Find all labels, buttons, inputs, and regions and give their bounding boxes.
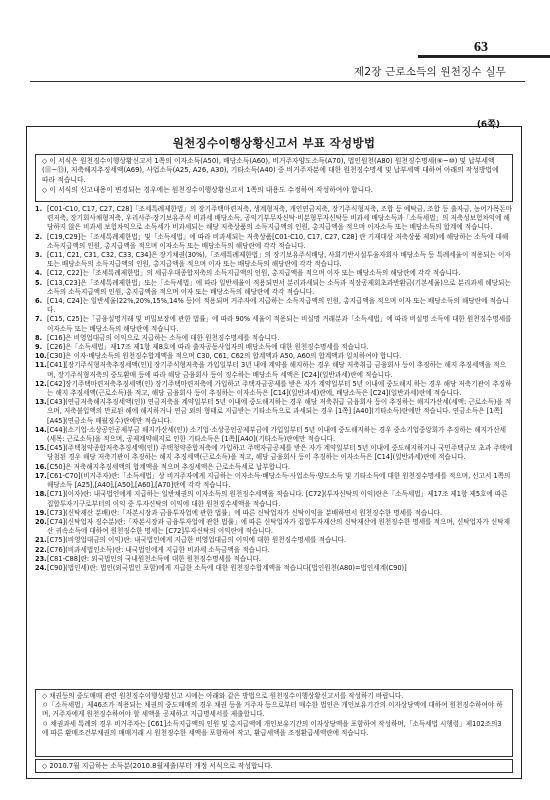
instruction-text: [C44](소기업·소상공인공제부금 해지가산세(인)) 소기업·소상공인공제부금에 가입일부터 5년 이내에 중도해지하는 경우 중소기업중앙회가 추징하는 해지가산세(세목: 근로소득)을 적으며, 공제계약해지로 인한 기타소득은 [1쪽][A40](기타소득)란에만 적습니다.: [47, 425, 507, 444]
instruction-item: [35, 269, 513, 278]
instruction-number: 24.: [35, 563, 47, 572]
instruction-number: 1.: [35, 205, 43, 213]
instruction-item: [35, 315, 513, 333]
instruction-number: 3.: [35, 251, 43, 260]
instruction-number: 4.: [35, 269, 43, 278]
instruction-number: 13.: [35, 398, 47, 407]
instruction-item: [35, 546, 513, 555]
instruction-text: [C12, C22]는「조세특례제한법」의 세금우대종합저축의 소득지급액의 인원, 총지급액을 적으며 이자 또는 배당소득의 해당란에 각각 적습니다.: [47, 269, 461, 278]
instruction-text: [C81-C88]란: 외국법인의 국내원천소득에 대한 원천징수명세를 적습니다.: [47, 554, 261, 563]
instruction-number: 8.: [35, 333, 43, 342]
instruction-item: [35, 398, 513, 426]
instruction-item: [35, 472, 513, 490]
instruction-text: [C76](비과세법인소득)란: 내국법인에게 지급한 비과세 소득금액을 적습니다.: [47, 545, 270, 554]
instruction-text: [C41][장기주식형저축추징세액(인)] 장기주식형저축을 가입일부터 3년 내에 계약을 해지하는 경우 해당 저축취급 금융회사 등이 추징하는 해지 추징세액을 적으며, 장기주식형저축의 중도환매 등에 따라 해당 금융회사 등이 징수하는 배당소득 세액은 [C24](일반과세)란에 적습니다.: [47, 361, 506, 379]
form-page-ref: (6쪽): [476, 120, 500, 130]
instruction-item: [35, 490, 513, 508]
instruction-number: 6.: [35, 297, 43, 306]
instruction-item: [35, 426, 513, 444]
instruction-text: [C50]은 저축해지추징세액의 합계액을 적으며 추징세액은 근로소득세로 납부합니다.: [47, 462, 291, 471]
instruction-item: [35, 536, 513, 545]
instruction-item: [35, 564, 513, 573]
instruction-text: [C43](연금저축해지추징세액(인)) 연금저축을 계약일부터 5년 이내에 중도해지하는 경우 해당 저축취급 금융회사 등이 추징하는 해지가산세(세액: 근로소득)을 적으며, 저축불입액의 만료된 해에 해지하거나 연금 외의 형태로 지급받는 기타소득으로 과세되는 경우 [1쪽] [A40](기타소득)란에만 적습니다. 연금소득은 [1쪽] [A45](연금소득 매월징수)란에만 적습니다.: [47, 398, 512, 425]
instruction-item: [35, 444, 513, 462]
instruction-text: [C90](법인세)란: 법인(외국법인 포함)에게 지급한 소득에 대한 원천징수합계액을 적습니다[법인원천(A80)=법인세계(C90)]: [47, 563, 407, 572]
chapter-title: 제2장 근로소득의 원천징수 실무: [354, 66, 506, 78]
bond-note-item: ㅇ 채권과세 특례의 경우 비거주자는 [C61]소득지급액의 인원 및 총지급액에 개인보유기간의 이자상당액을 포함하여 작성하며,「소득세법 시행령」제102조의3에 따른 환매조건부채권의 매매거래 시 원천징수한 세액을 포함하여 작고, 환급세액을 조정환급세액란에 적습니다.: [42, 719, 502, 737]
instruction-number: 14.: [35, 425, 47, 434]
document-title: 원천징수이행상황신고서 부표 작성방법: [172, 136, 376, 150]
instruction-number: 2.: [35, 232, 43, 241]
instruction-number: 10.: [35, 352, 47, 361]
instruction-item: [35, 509, 513, 518]
page-number: 63: [474, 40, 488, 55]
instruction-text: [C45](주택청약종합저축추징세액(인)) 주택청약종합저축에 가입하고 주택자금공제를 받은 자가 계약일부터 5년 이내에 중도해지하거나 국민주택규모 초과 주택에 당첨된 경우 해당 저축기관이 추징하는 해지 추징세액(근로소득)을 적고, 해당 금융회사 등이 추징하는 이자소득은 [C14](일반과세)란에 적습니다.: [47, 444, 513, 462]
instruction-item: [35, 233, 513, 251]
bond-note-heading: ◇ 채권등의 중도매매 관련 원천징수이행상황신고 시에는 아래와 같은 방법으로 원천징수이행상황신고서를 작성하기 바랍니다.: [42, 692, 404, 700]
instruction-text: [C26]은「소득세법」제17조 제1항 제8호에 따라 출자공동사업자의 배당소득에 대한 원천징수명세를 적습니다.: [47, 343, 369, 352]
revision-note: ◇ 2010.7월 지급하는 소득분(2010.8월제출)부터 개정 서식으로 작성합니다.: [42, 762, 273, 770]
instruction-text: [C30]은 이자·배당소득의 원천징수합계액을 적으며 C30, C61, C62의 합계액과 A50, A60의 합계액과 일치하여야 합니다.: [47, 352, 402, 361]
instruction-number: 12.: [35, 379, 47, 388]
instruction-item: [35, 343, 513, 352]
instruction-list: [35, 205, 513, 689]
instruction-text: [C61-C70](비거주자)란:「소득세법」상 비거주자에게 지급하는 이자소득·배당소득·사업소득·양도소득 및 기타소득에 대한 원천징수명세를 적으며, 신고서 1쪽의 해당소득 [A25],[A40],[A50],[A60],[A70]란에 각각 적습니다.: [47, 471, 511, 490]
intro-paragraph: ◇ 이 서식은 원천징수이행상황신고서 1쪽의 이자소득(A50), 배당소득(A60), 비거주자양도소득(A70), 법인원천(A80) 원천징수명세(⑥~⑩) 및 납부세액(⑪~⑬), 저축해지추징세액(A69), 사업소득(A25, A26, A30), 기타소득(A40) 중 비거주자분에 대한 원천징수명세 및 납부세액 대하여 아래의 작성방법에 따라 적습니다.: [42, 157, 499, 184]
instruction-text: [C15, C25]는「금융실명거래 및 비밀보장에 관한 법률」에 따라 90% 세율이 적용되는 비실명 거래분과「소득세법」에 따라 비실명 소득에 대한 원천징수명세를 이자소득 또는 배당소득의 해당란에 적습니다.: [47, 315, 512, 333]
instruction-number: 23.: [35, 554, 47, 563]
instruction-text: [C42]장기주택마련저축추징세액(인) 장기주택마련저축에 가입하고 주택자금공제를 받은 자가 계약일부터 5년 이내에 중도해지 하는 경우 해당 저축기관이 추징하는 해지 추징세액(근로소득)을 적고, 해당 금융회사 등이 추징하는 이자소득은 [C14](일반과세)란에, 배당소득은 [C24](일반과세)란에 적습니다.: [47, 379, 512, 398]
instruction-number: 18.: [35, 490, 47, 499]
instruction-item: [35, 279, 513, 297]
instruction-text: [C01-C10, C17, C27, C28]「조세특례제한법」의 장기주택마련저축, 생계형저축, 개인연금저축, 장기주식형저축, 조합 등 예탁금, 조합 등 출자금, 농어가목돈마련저축, 장기회사채형저축, 우리사주·장기보유주식 비과세 배당소득, 공익기부무자신탁·비분형무자신탁등 비과세 배당소득과「소득세법」의 저축성보험차익에 해당하지 않은 비과세 보험차익으로 소득세가 비과세되는 해당 저축상품의 소득지급액의 인원, 총지급액을 적으며 이자소득 또는 배당소득의 합계에 적습니다.: [47, 205, 513, 232]
instruction-number: 11.: [35, 361, 47, 370]
instruction-item: [35, 205, 513, 233]
instruction-item: [35, 297, 513, 315]
instruction-text: [C13,C23]은「조세특례제한법」또는「소득세법」에 따라 일반세율이 적용되면서 분리과세되는 소득과 직장공제회초과반환금(기본세율)으로 분리과세 해당되는 소득의 소득지급액의 인원, 총지급액을 적으며 이자 또는 배당소득의 해당란에 각각 적습니다.: [47, 278, 511, 296]
intro-box: [35, 154, 513, 202]
instruction-text: [C73](신탁재산 분배)란:「자본시장과 금융투자업에 관한 법률」에 따른 신탁업자가 신탁이익을 분배하면서 원천징수한 명세를 적습니다.: [47, 508, 443, 517]
instruction-text: [C71](이자)란: 내국법인에게 지급하는 일반채권의 이자소득의 원천징수세액을 적습니다. [C72](투자신탁의 이익)란은「소득세법」제17조 제1항 제5호에 따른 집합투자기구로부터의 이익 중 투자신탁의 이익에 대한 원천징수세액을 적습니다.: [47, 490, 508, 508]
instruction-number: 17.: [35, 471, 47, 480]
instruction-number: 20.: [35, 517, 47, 526]
instruction-item: [35, 251, 513, 269]
revision-note-box: [35, 759, 513, 773]
instruction-text: [C74](신탁업자 징수분)란:「자본시장과 금융투자업에 관한 법률」에 따른 신탁업자가 집합투자재산의 신탁재산에 원천징수한 명세를 적으며, 신탁업자가 신탁재산 귀속소득에 대하여 원천징수한 명세는 [C72]투자신탁의 이익란에 적습니다.: [47, 517, 510, 536]
header-rule: [30, 81, 525, 82]
instruction-number: 21.: [35, 536, 47, 545]
header-rule-thick: [418, 55, 550, 58]
instruction-item: [35, 334, 513, 343]
instruction-number: 19.: [35, 508, 47, 517]
instruction-item: [35, 518, 513, 536]
instruction-number: 15.: [35, 444, 47, 453]
instruction-text: [C19,C29]는「조세특례제한법」및「소득세법」에 따라 비과세되는 저축상품[C01-C10, C17, C27, C28] 란 기재대상 저축상품 제외)에 해당하는 소득에 대해 소득지급액의 인원, 총지급액을 적으며 이자소득 또는 배당소득의 해당란에 각각 적습니다.: [47, 232, 509, 250]
instruction-item: [35, 380, 513, 398]
instruction-item: [35, 463, 513, 472]
intro-paragraph: ◇ 이 서식의 신고내용이 변경되는 경우에는 원천징수이행상황신고서 1쪽의 내용도 수정하여 작성하여야 합니다.: [42, 186, 373, 195]
document-frame: [26, 126, 522, 779]
instruction-number: 16.: [35, 462, 47, 471]
instruction-text: [C14, C24]는 일반세율(22%,20%,15%,14% 등)이 적용되며 거주자에 지급하는 소득지급액의 인원, 총지급액을 적으며 이자 또는 배당소득의 해당란에 적습니다.: [47, 297, 509, 315]
instruction-number: 22.: [35, 545, 47, 554]
instruction-text: [C11, C21, C31, C32, C33, C34]은 장기채권(30%),「조세특례제한법」의 장기보유주식배당, 사회기반시설투융자회사 배당소득 등 특례세율이 적용되는 이자 또는 배당소득의 소득지급액의 인원, 총지급액을 적으며 이자 또는 배당소득의 해당란에 각각 적습니다.: [47, 251, 511, 269]
instruction-item: [35, 361, 513, 379]
instruction-number: 7.: [35, 315, 43, 324]
instruction-item: [35, 555, 513, 564]
bond-note-item: ㅇ「소득세법」제46조가 적용되는 채권의 중도매매의 경우 채권 등을 거주자 등으로부터 매수한 법인은 개인보유기간의 이자상당액에 대하여 원천징수하여야 하며, 거주자에게 원천징수하여야 할 세액을 공제하고 지급명세서를 제출합니다.: [42, 701, 503, 719]
page-header: [0, 0, 550, 62]
bond-note-box: [35, 689, 513, 757]
instruction-text: [C75](비영업대금의 이익)란: 내국법인에게 지급한 비영업대금의 이익에 대한 원천징수명세를 적습니다.: [47, 536, 347, 545]
instruction-number: 5.: [35, 278, 43, 287]
instruction-number: 9.: [35, 343, 43, 352]
instruction-text: [C16]은 비영업대금의 이익으로 지급하는 소득에 대한 원천징수명세를 적습니다.: [47, 333, 280, 342]
